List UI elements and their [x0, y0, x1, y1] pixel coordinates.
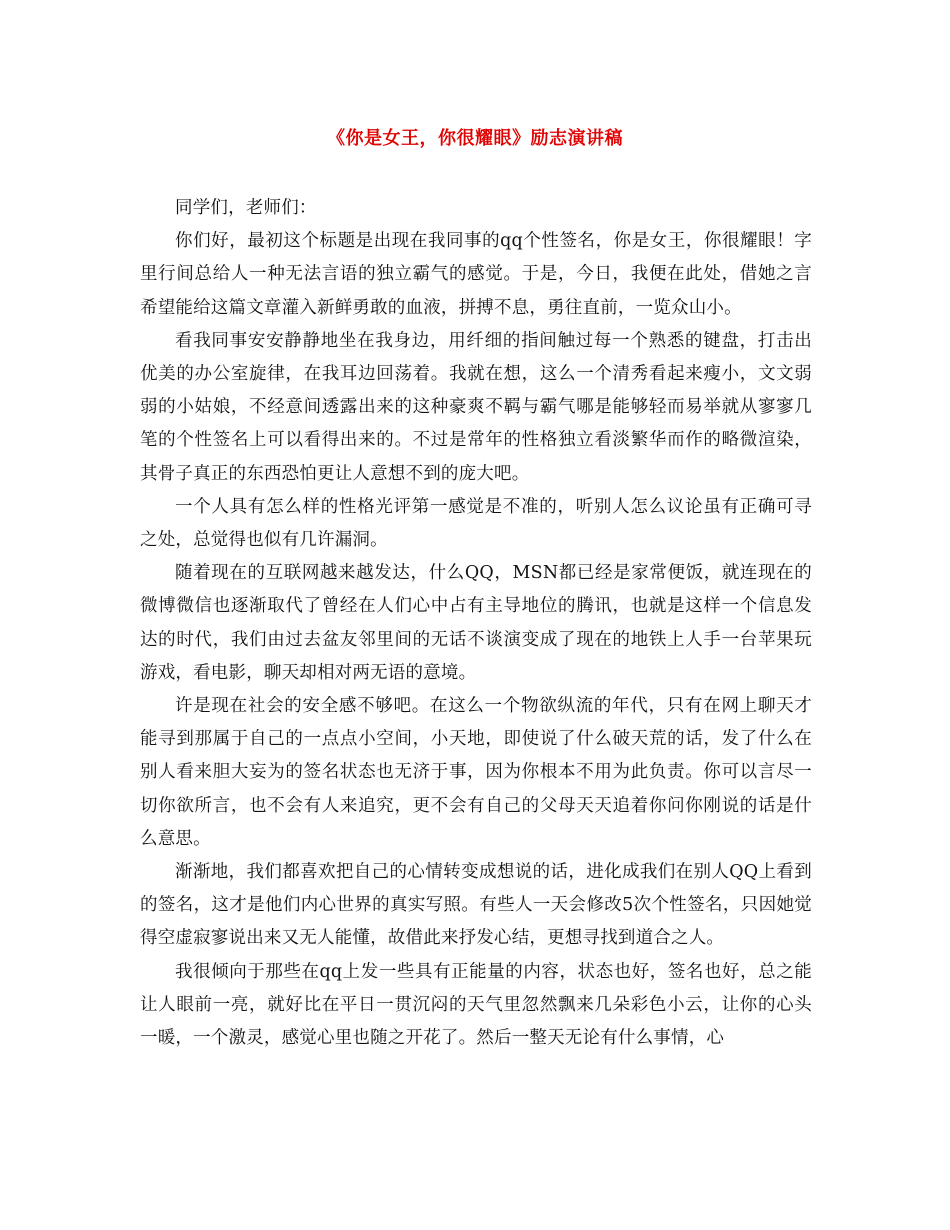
- paragraph-greeting: 同学们，老师们：: [175, 198, 317, 218]
- paragraph: 随着现在的互联网越来越发达，什么QQ，MSN都已经是家常便饭，就连现在的微博微信也逐渐取代了曾经在人们心中占有主导地位的腾讯，也就是这样一个信息发达的时代，我们由过去盆友邻里间的无话不谈演变成了现在的地铁上人手一台苹果玩游戏，看电影，聊天却相对两无语的意境。: [140, 563, 812, 683]
- paragraph: 我很倾向于那些在qq上发一些具有正能量的内容，状态也好，签名也好，总之能让人眼前一亮，就好比在平日一贯沉闷的天气里忽然飘来几朵彩色小云，让你的心头一暖，一个激灵，感觉心里也随之开花了。然后一整天无论有什么事情，心: [140, 961, 812, 1049]
- paragraph: 渐渐地，我们都喜欢把自己的心情转变成想说的话，进化成我们在别人QQ上看到的签名，这才是他们内心世界的真实写照。有些人一天会修改5次个性签名，只因她觉得空虚寂寥说出来又无人能懂，故借此来抒发心结，更想寻找到道合之人。: [140, 862, 812, 949]
- paragraph: 一个人具有怎么样的性格光评第一感觉是不准的，听别人怎么议论虽有正确可寻之处，总觉得也似有几许漏洞。: [140, 496, 812, 551]
- document-body: [140, 192, 812, 1055]
- paragraph: 你们好，最初这个标题是出现在我同事的qq个性签名，你是女王，你很耀眼！字里行间总给人一种无法言语的独立霸气的感觉。于是，今日，我便在此处，借她之言希望能给这篇文章灌入新鲜勇敢的血液，拼搏不息，勇往直前，一览众山小。: [140, 231, 812, 318]
- paragraph: 看我同事安安静静地坐在我身边，用纤细的指间触过每一个熟悉的键盘，打击出优美的办公室旋律，在我耳边回荡着。我就在想，这么一个清秀看起来瘦小，文文弱弱的小姑娘，不经意间透露出来的这种豪爽不羁与霸气哪是能够轻而易举就从寥寥几笔的个性签名上可以看得出来的。不过是常年的性格独立看淡繁华而作的略微渲染，其骨子真正的东西恐怕更让人意想不到的庞大吧。: [140, 330, 812, 484]
- document-title: 《你是女王，你很耀眼》励志演讲稿: [327, 128, 623, 149]
- paragraph: 许是现在社会的安全感不够吧。在这么一个物欲纵流的年代，只有在网上聊天才能寻到那属于自己的一点点小空间，小天地，即使说了什么破天荒的话，发了什么在别人看来胆大妄为的签名状态也无济于事，因为你根本不用为此负责。你可以言尽一切你欲所言，也不会有人来追究，更不会有自己的父母天天追着你问你刚说的话是什么意思。: [140, 696, 812, 849]
